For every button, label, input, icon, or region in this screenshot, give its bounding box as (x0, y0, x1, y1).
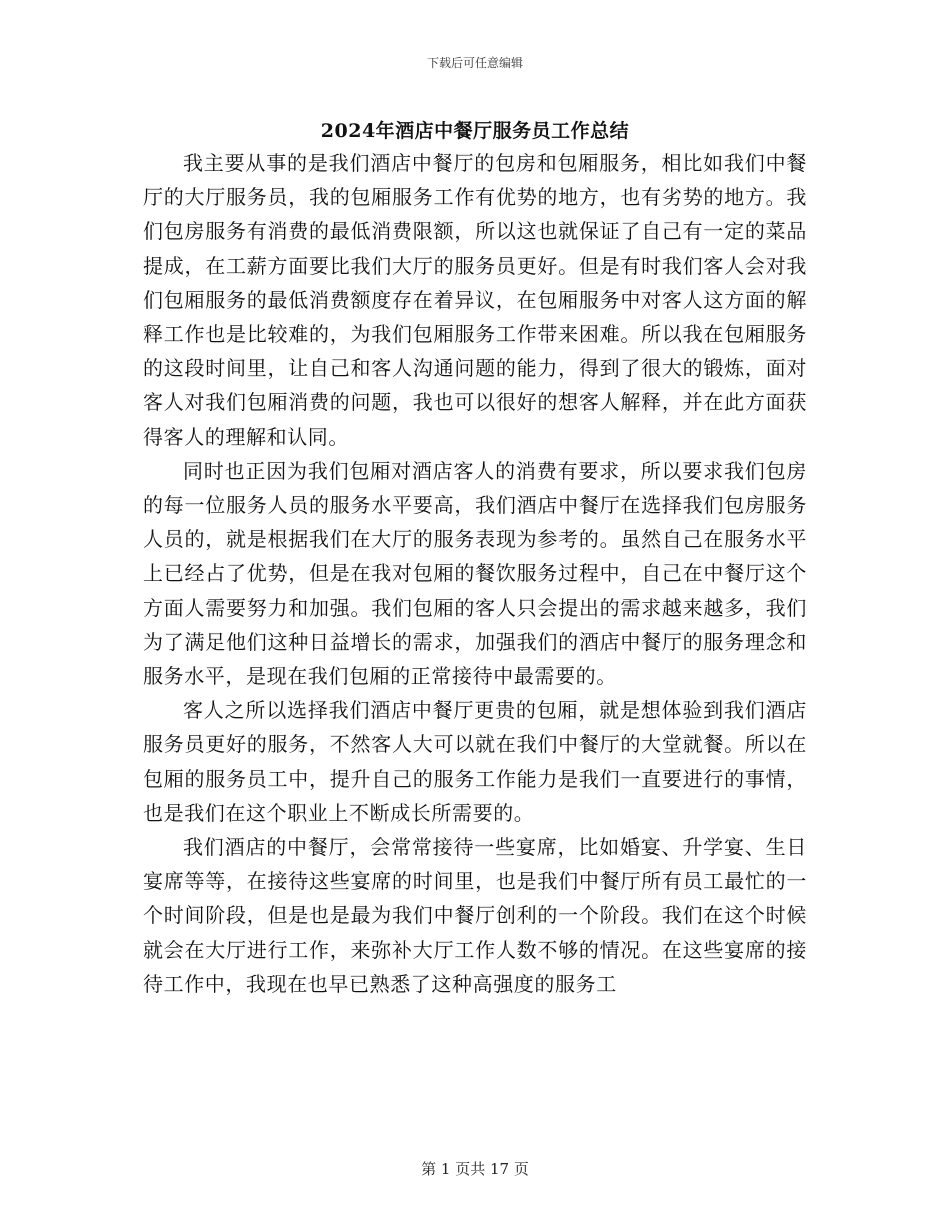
document-title: 2024年酒店中餐厅服务员工作总结 (320, 120, 630, 142)
paragraph-3: 客人之所以选择我们酒店中餐厅更贵的包厢，就是想体验到我们酒店服务员更好的服务，不然客人大可以就在我们中餐厅的大堂就餐。所以在包厢的服务员工中，提升自己的服务工作能力是我们一直要进行的事情，也是我们在这个职业上不断成长所需要的。 (143, 698, 807, 825)
paragraph-2: 同时也正因为我们包厢对酒店客人的消费有要求，所以要求我们包房的每一位服务人员的服务水平要高，我们酒店中餐厅在选择我们包房服务人员的，就是根据我们在大厅的服务表现为参考的。虽然自己在服务水平上已经占了优势，但是在我对包厢的餐饮服务过程中，自己在中餐厅这个方面人需要努力和加强。我们包厢的客人只会提出的需求越来越多，我们为了满足他们这种日益增长的需求，加强我们的酒店中餐厅的服务理念和服务水平，是现在我们包厢的正常接待中最需要的。 (143, 458, 807, 689)
paragraph-1: 我主要从事的是我们酒店中餐厅的包房和包厢服务，相比如我们中餐厅的大厅服务员，我的包厢服务工作有优势的地方，也有劣势的地方。我们包房服务有消费的最低消费限额，所以这也就保证了自己有一定的菜品提成，在工薪方面要比我们大厅的服务员更好。但是有时我们客人会对我们包厢服务的最低消费额度存在着异议，在包厢服务中对客人这方面的解释工作也是比较难的，为我们包厢服务工作带来困难。所以我在包厢服务的这段时间里，让自己和客人沟通问题的能力，得到了很大的锻炼，面对客人对我们包厢消费的问题，我也可以很好的想客人解释，并在此方面获得客人的理解和认同。 (143, 151, 807, 449)
page-number-footer: 第 1 页共 17 页 (421, 1160, 529, 1178)
paragraph-4: 我们酒店的中餐厅，会常常接待一些宴席，比如婚宴、升学宴、生日宴席等等，在接待这些宴席的时间里，也是我们中餐厅所有员工最忙的一个时间阶段，但是也是最为我们中餐厅创利的一个阶段。我们在这个时候就会在大厅进行工作，来弥补大厅工作人数不够的情况。在这些宴席的接待工作中，我现在也早已熟悉了这种高强度的服务工 (143, 835, 807, 996)
document-body (143, 146, 807, 1001)
header-note: 下载后可任意编辑 (426, 56, 523, 70)
